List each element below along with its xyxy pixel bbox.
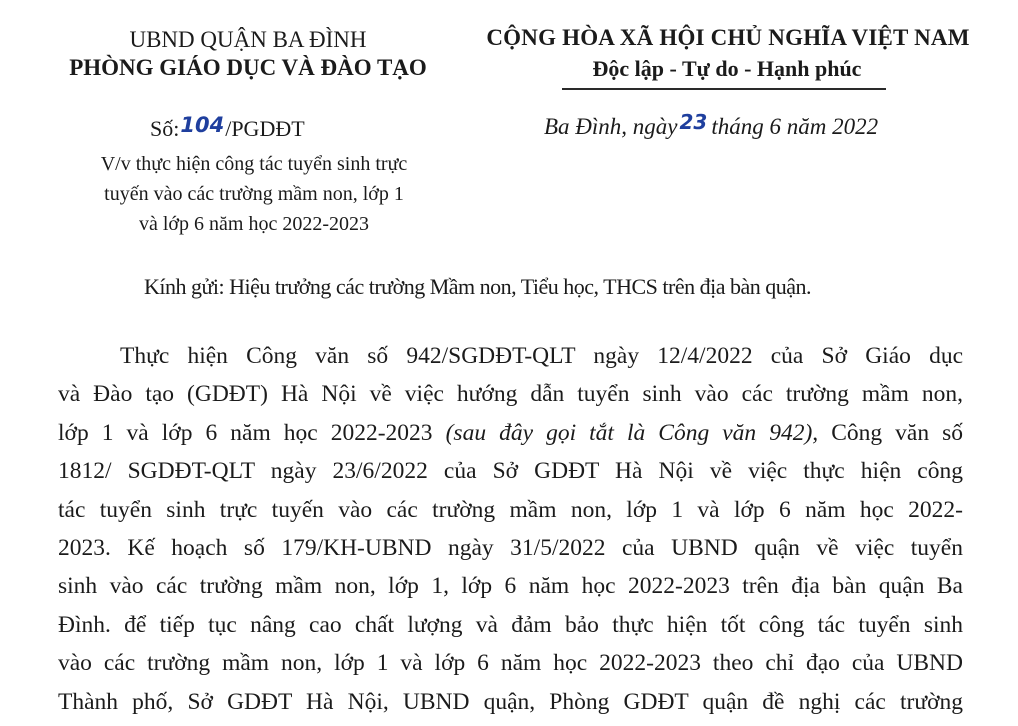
issuing-department: PHÒNG GIÁO DỤC VÀ ĐÀO TẠO bbox=[69, 55, 427, 80]
body-line: Đình. để tiếp tục nâng cao chất lượng và đảm bảo thực hiện tốt công tác tuyển sinh bbox=[58, 611, 963, 638]
date-day-handwritten: 23 bbox=[679, 110, 708, 134]
subject-line: V/v thực hiện công tác tuyển sinh trực bbox=[100, 153, 408, 175]
body-line bbox=[58, 414, 963, 452]
document-number-handwritten: 104 bbox=[180, 113, 225, 137]
body-line: Thực hiện Công văn số 942/SGDĐT-QLT ngày 12/4/2022 của Sở Giáo dục bbox=[120, 343, 963, 369]
subject-line: tuyến vào các trường mầm non, lớp 1 bbox=[104, 183, 404, 205]
document-number bbox=[150, 113, 305, 142]
recipient-line: Kính gửi: Hiệu trưởng các trường Mầm non, Tiểu học, THCS trên địa bàn quận. bbox=[144, 274, 811, 299]
body-line: sinh vào các trường mầm non, lớp 1, lớp 6 năm học 2022-2023 trên địa bàn quận Ba bbox=[58, 573, 963, 600]
subject-line: và lớp 6 năm học 2022-2023 bbox=[139, 213, 369, 235]
date-suffix: tháng 6 năm 2022 bbox=[711, 114, 879, 139]
document-subject bbox=[58, 149, 450, 239]
document-number-suffix: /PGDĐT bbox=[225, 116, 305, 141]
national-title: CỘNG HÒA XÃ HỘI CHỦ NGHĨA VIỆT NAM bbox=[486, 25, 970, 50]
body-line: vào các trường mầm non, lớp 1 và lớp 6 năm học 2022-2023 theo chỉ đạo của UBND bbox=[58, 650, 963, 677]
body-line: và Đào tạo (GDĐT) Hà Nội về việc hướng dẫn tuyển sinh vào các trường mầm non, bbox=[58, 381, 963, 408]
body-line-segment: Công văn số bbox=[818, 419, 964, 446]
document-date bbox=[544, 110, 879, 140]
body-line: 2023. Kế hoạch số 179/KH-UBND ngày 31/5/2022 của UBND quận về việc tuyển bbox=[58, 535, 963, 562]
body-line-segment: lớp 1 và lớp 6 năm học 2022-2023 bbox=[58, 419, 446, 446]
body-line: 1812/ SGDĐT-QLT ngày 23/6/2022 của Sở GDĐT Hà Nội về việc thực hiện công bbox=[58, 458, 963, 485]
national-motto: Độc lập - Tự do - Hạnh phúc bbox=[592, 56, 862, 81]
body-line: Thành phố, Sở GDĐT Hà Nội, UBND quận, Phòng GDĐT quận đề nghị các trường bbox=[58, 688, 963, 715]
document-number-prefix: Số: bbox=[150, 116, 180, 141]
issuing-authority: UBND QUẬN BA ĐÌNH bbox=[129, 27, 367, 52]
date-prefix: Ba Đình, ngày bbox=[544, 114, 678, 139]
body-line: tác tuyển sinh trực tuyến vào các trường mầm non, lớp 1 và lớp 6 năm học 2022- bbox=[58, 496, 963, 523]
body-paragraph bbox=[58, 337, 963, 721]
motto-underline bbox=[562, 88, 886, 90]
body-line-italic: (sau đây gọi tắt là Công văn 942), bbox=[445, 419, 819, 446]
